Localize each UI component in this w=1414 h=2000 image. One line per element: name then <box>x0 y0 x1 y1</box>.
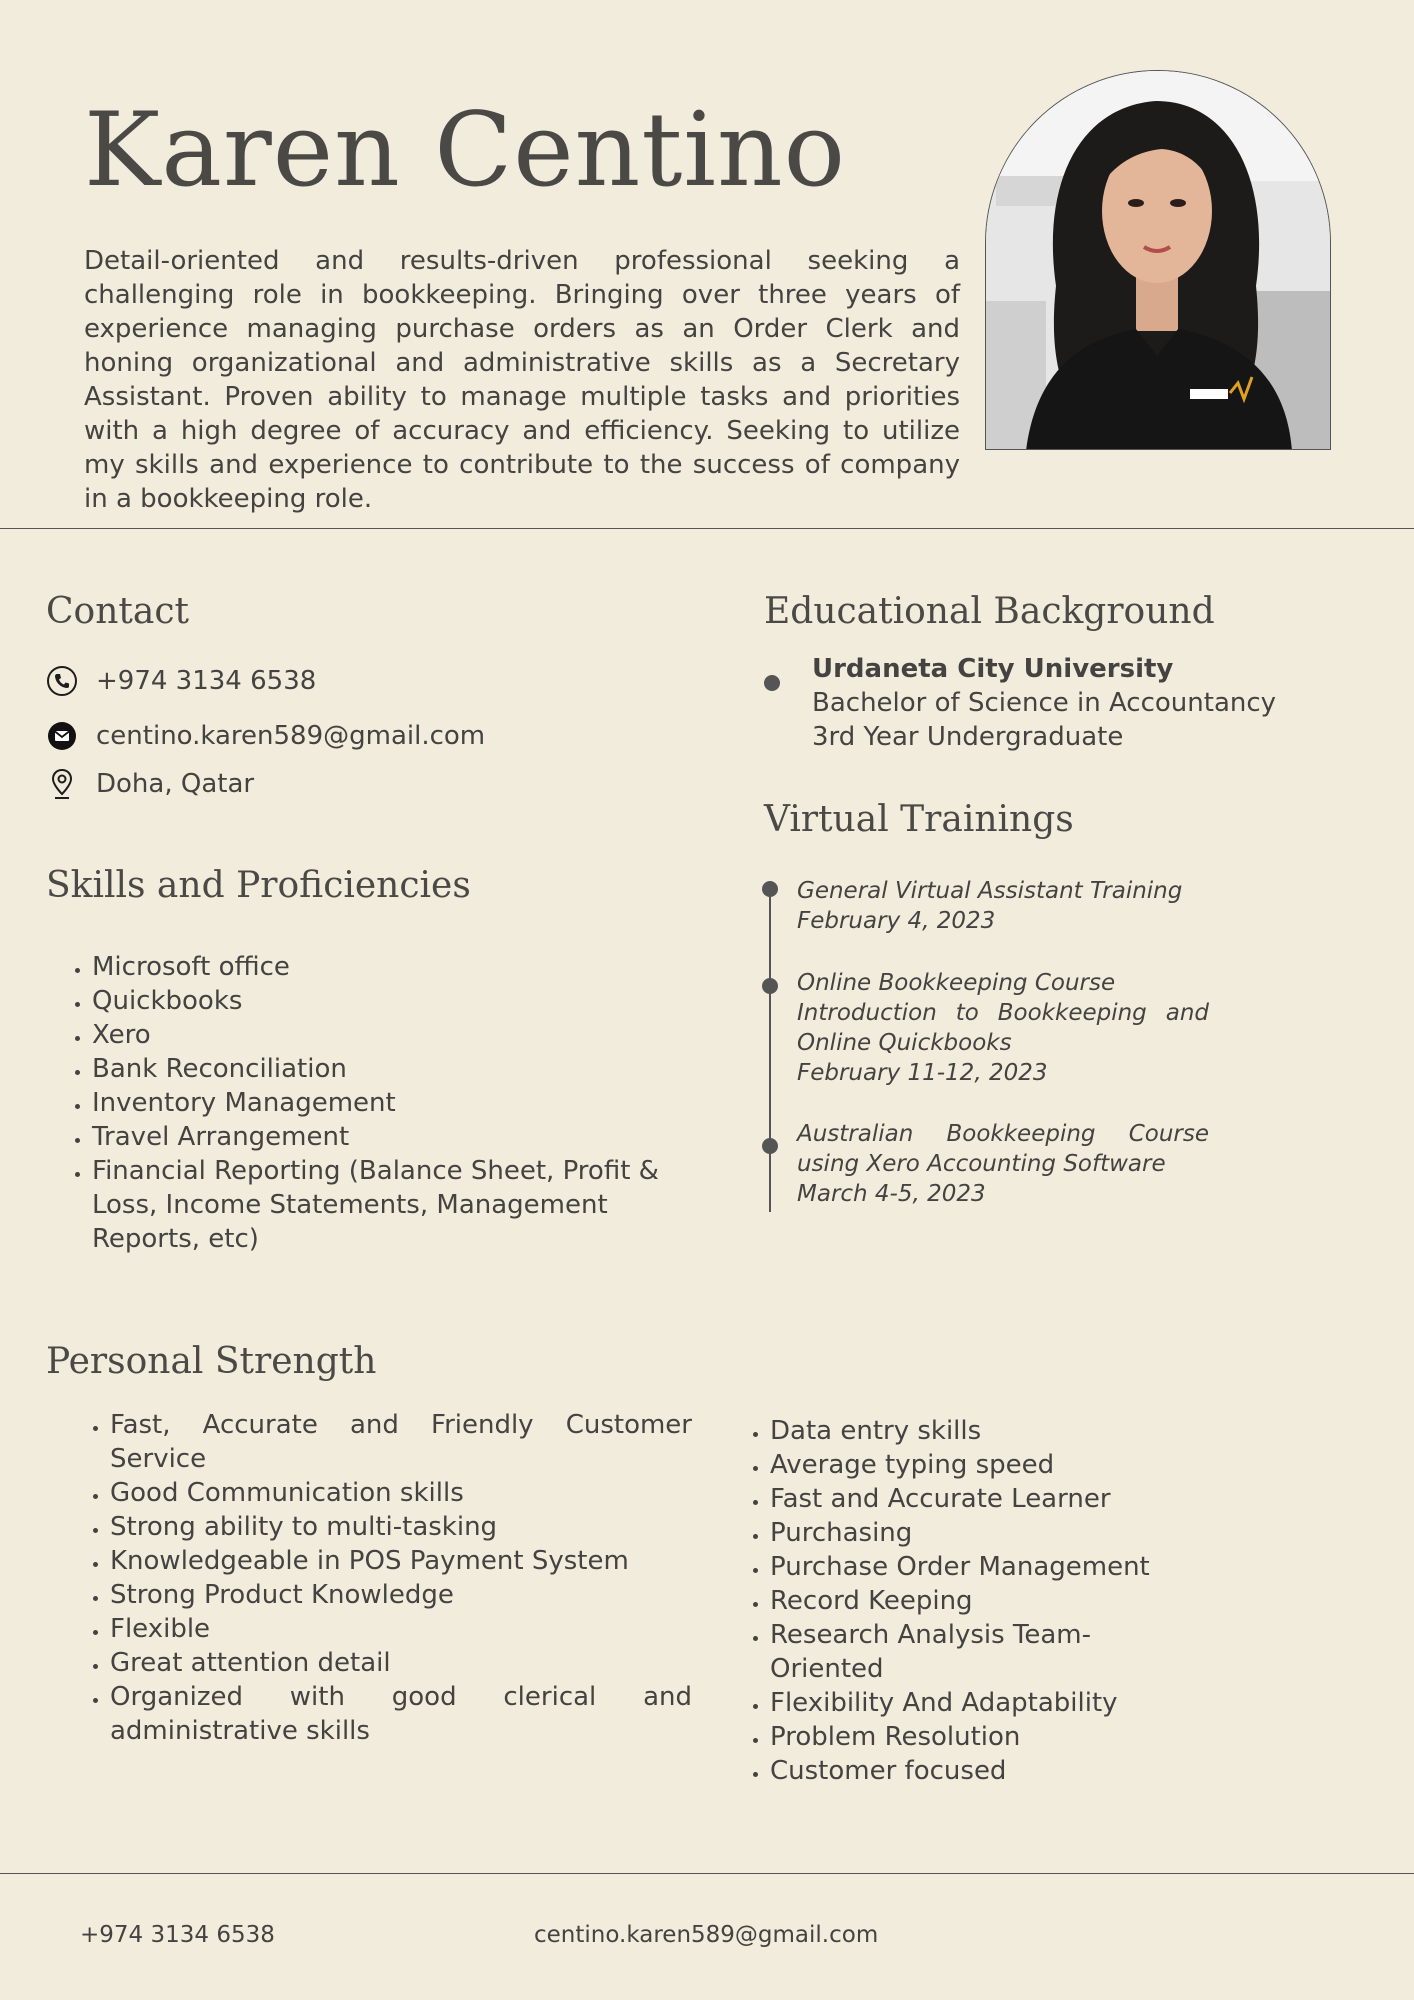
training-title: General Virtual Assistant Training <box>797 878 1183 904</box>
education-school: Urdaneta City University <box>812 654 1174 684</box>
list-item: • Flexible <box>110 1612 692 1646</box>
list-item: • Purchase Order Management <box>770 1550 1170 1584</box>
education-bullet <box>764 675 780 691</box>
list-item: • Fast and Accurate Learner <box>770 1482 1170 1516</box>
strengths-list-left <box>64 1408 692 1748</box>
candidate-name: Karen Centino <box>84 91 847 210</box>
email-icon <box>46 720 78 752</box>
training-subtitle: Introduction to Bookkeeping and Online Quickbooks <box>797 1000 1209 1056</box>
list-item: • Average typing speed <box>770 1448 1170 1482</box>
contact-location <box>46 768 254 800</box>
list-item: • Organized with good clerical and administrative skills <box>110 1680 692 1748</box>
profile-photo-illustration <box>986 71 1331 450</box>
list-item: • Purchasing <box>770 1516 1170 1550</box>
timeline-dot <box>762 1138 778 1154</box>
training-date: February 4, 2023 <box>797 908 996 934</box>
contact-phone <box>46 665 316 697</box>
contact-email-text[interactable]: centino.karen589@gmail.com <box>96 721 486 751</box>
education-heading: Educational Background <box>764 591 1215 632</box>
training-item <box>797 968 1209 1088</box>
training-title: Online Bookkeeping Course <box>797 970 1116 996</box>
list-item: • Customer focused <box>770 1754 1170 1788</box>
timeline-dot <box>762 978 778 994</box>
profile-photo <box>985 70 1331 450</box>
timeline-dot <box>762 881 778 897</box>
list-item: • Microsoft office <box>92 950 692 984</box>
strengths-list-right <box>724 1414 1170 1788</box>
list-item: • Problem Resolution <box>770 1720 1170 1754</box>
training-item <box>797 876 1209 936</box>
skills-heading: Skills and Proficiencies <box>46 865 471 906</box>
footer-email[interactable]: centino.karen589@gmail.com <box>534 1922 879 1948</box>
contact-phone-text: +974 3134 6538 <box>96 666 317 696</box>
education-entry <box>812 652 1276 754</box>
list-item: • Record Keeping <box>770 1584 1170 1618</box>
contact-heading: Contact <box>46 591 189 632</box>
list-item: • Quickbooks <box>92 984 692 1018</box>
list-item: • Data entry skills <box>770 1414 1170 1448</box>
list-item: • Strong Product Knowledge <box>110 1578 692 1612</box>
trainings-heading: Virtual Trainings <box>764 799 1074 840</box>
list-item: • Knowledgeable in POS Payment System <box>110 1544 692 1578</box>
professional-summary: Detail-oriented and results-driven professional seeking a challenging role in bookkeeping. Bringing over three years of experience managing purchase orders as an Order Clerk and honing organizational and administrative skills as a Secretary Assistant. Proven ability to manage multiple tasks and priorities with a high degree of accuracy and efficiency. Seeking to utilize my skills and experience to contribute to the success of company in a bookkeeping role. <box>84 246 960 514</box>
list-item: • Xero <box>92 1018 692 1052</box>
training-item <box>797 1119 1209 1209</box>
list-item: • Great attention detail <box>110 1646 692 1680</box>
list-item: • Strong ability to multi-tasking <box>110 1510 692 1544</box>
list-item: • Flexibility And Adaptability <box>770 1686 1170 1720</box>
contact-email <box>46 720 485 752</box>
trainings-timeline <box>769 888 771 1212</box>
training-date: March 4-5, 2023 <box>797 1181 986 1207</box>
list-item: • Inventory Management <box>92 1086 692 1120</box>
footer-divider <box>0 1873 1414 1874</box>
contact-location-text: Doha, Qatar <box>96 769 255 799</box>
strengths-heading: Personal Strength <box>46 1341 377 1382</box>
list-item: • Travel Arrangement <box>92 1120 692 1154</box>
list-item: • Financial Reporting (Balance Sheet, Profit & Loss, Income Statements, Management Reports, etc) <box>92 1154 692 1256</box>
training-date: February 11-12, 2023 <box>797 1060 1048 1086</box>
list-item: • Fast, Accurate and Friendly Customer Service <box>110 1408 692 1476</box>
training-title: Australian Bookkeeping Course using Xero Accounting Software <box>797 1121 1209 1177</box>
education-year: 3rd Year Undergraduate <box>812 722 1124 752</box>
location-pin-icon <box>46 768 78 800</box>
phone-icon <box>46 665 78 697</box>
list-item: • Good Communication skills <box>110 1476 692 1510</box>
list-item: • Research Analysis Team-Oriented <box>770 1618 1170 1686</box>
list-item: • Bank Reconciliation <box>92 1052 692 1086</box>
header-divider <box>0 528 1414 529</box>
education-degree: Bachelor of Science in Accountancy <box>812 688 1277 718</box>
footer-phone: +974 3134 6538 <box>80 1922 275 1948</box>
skills-list <box>46 950 692 1256</box>
